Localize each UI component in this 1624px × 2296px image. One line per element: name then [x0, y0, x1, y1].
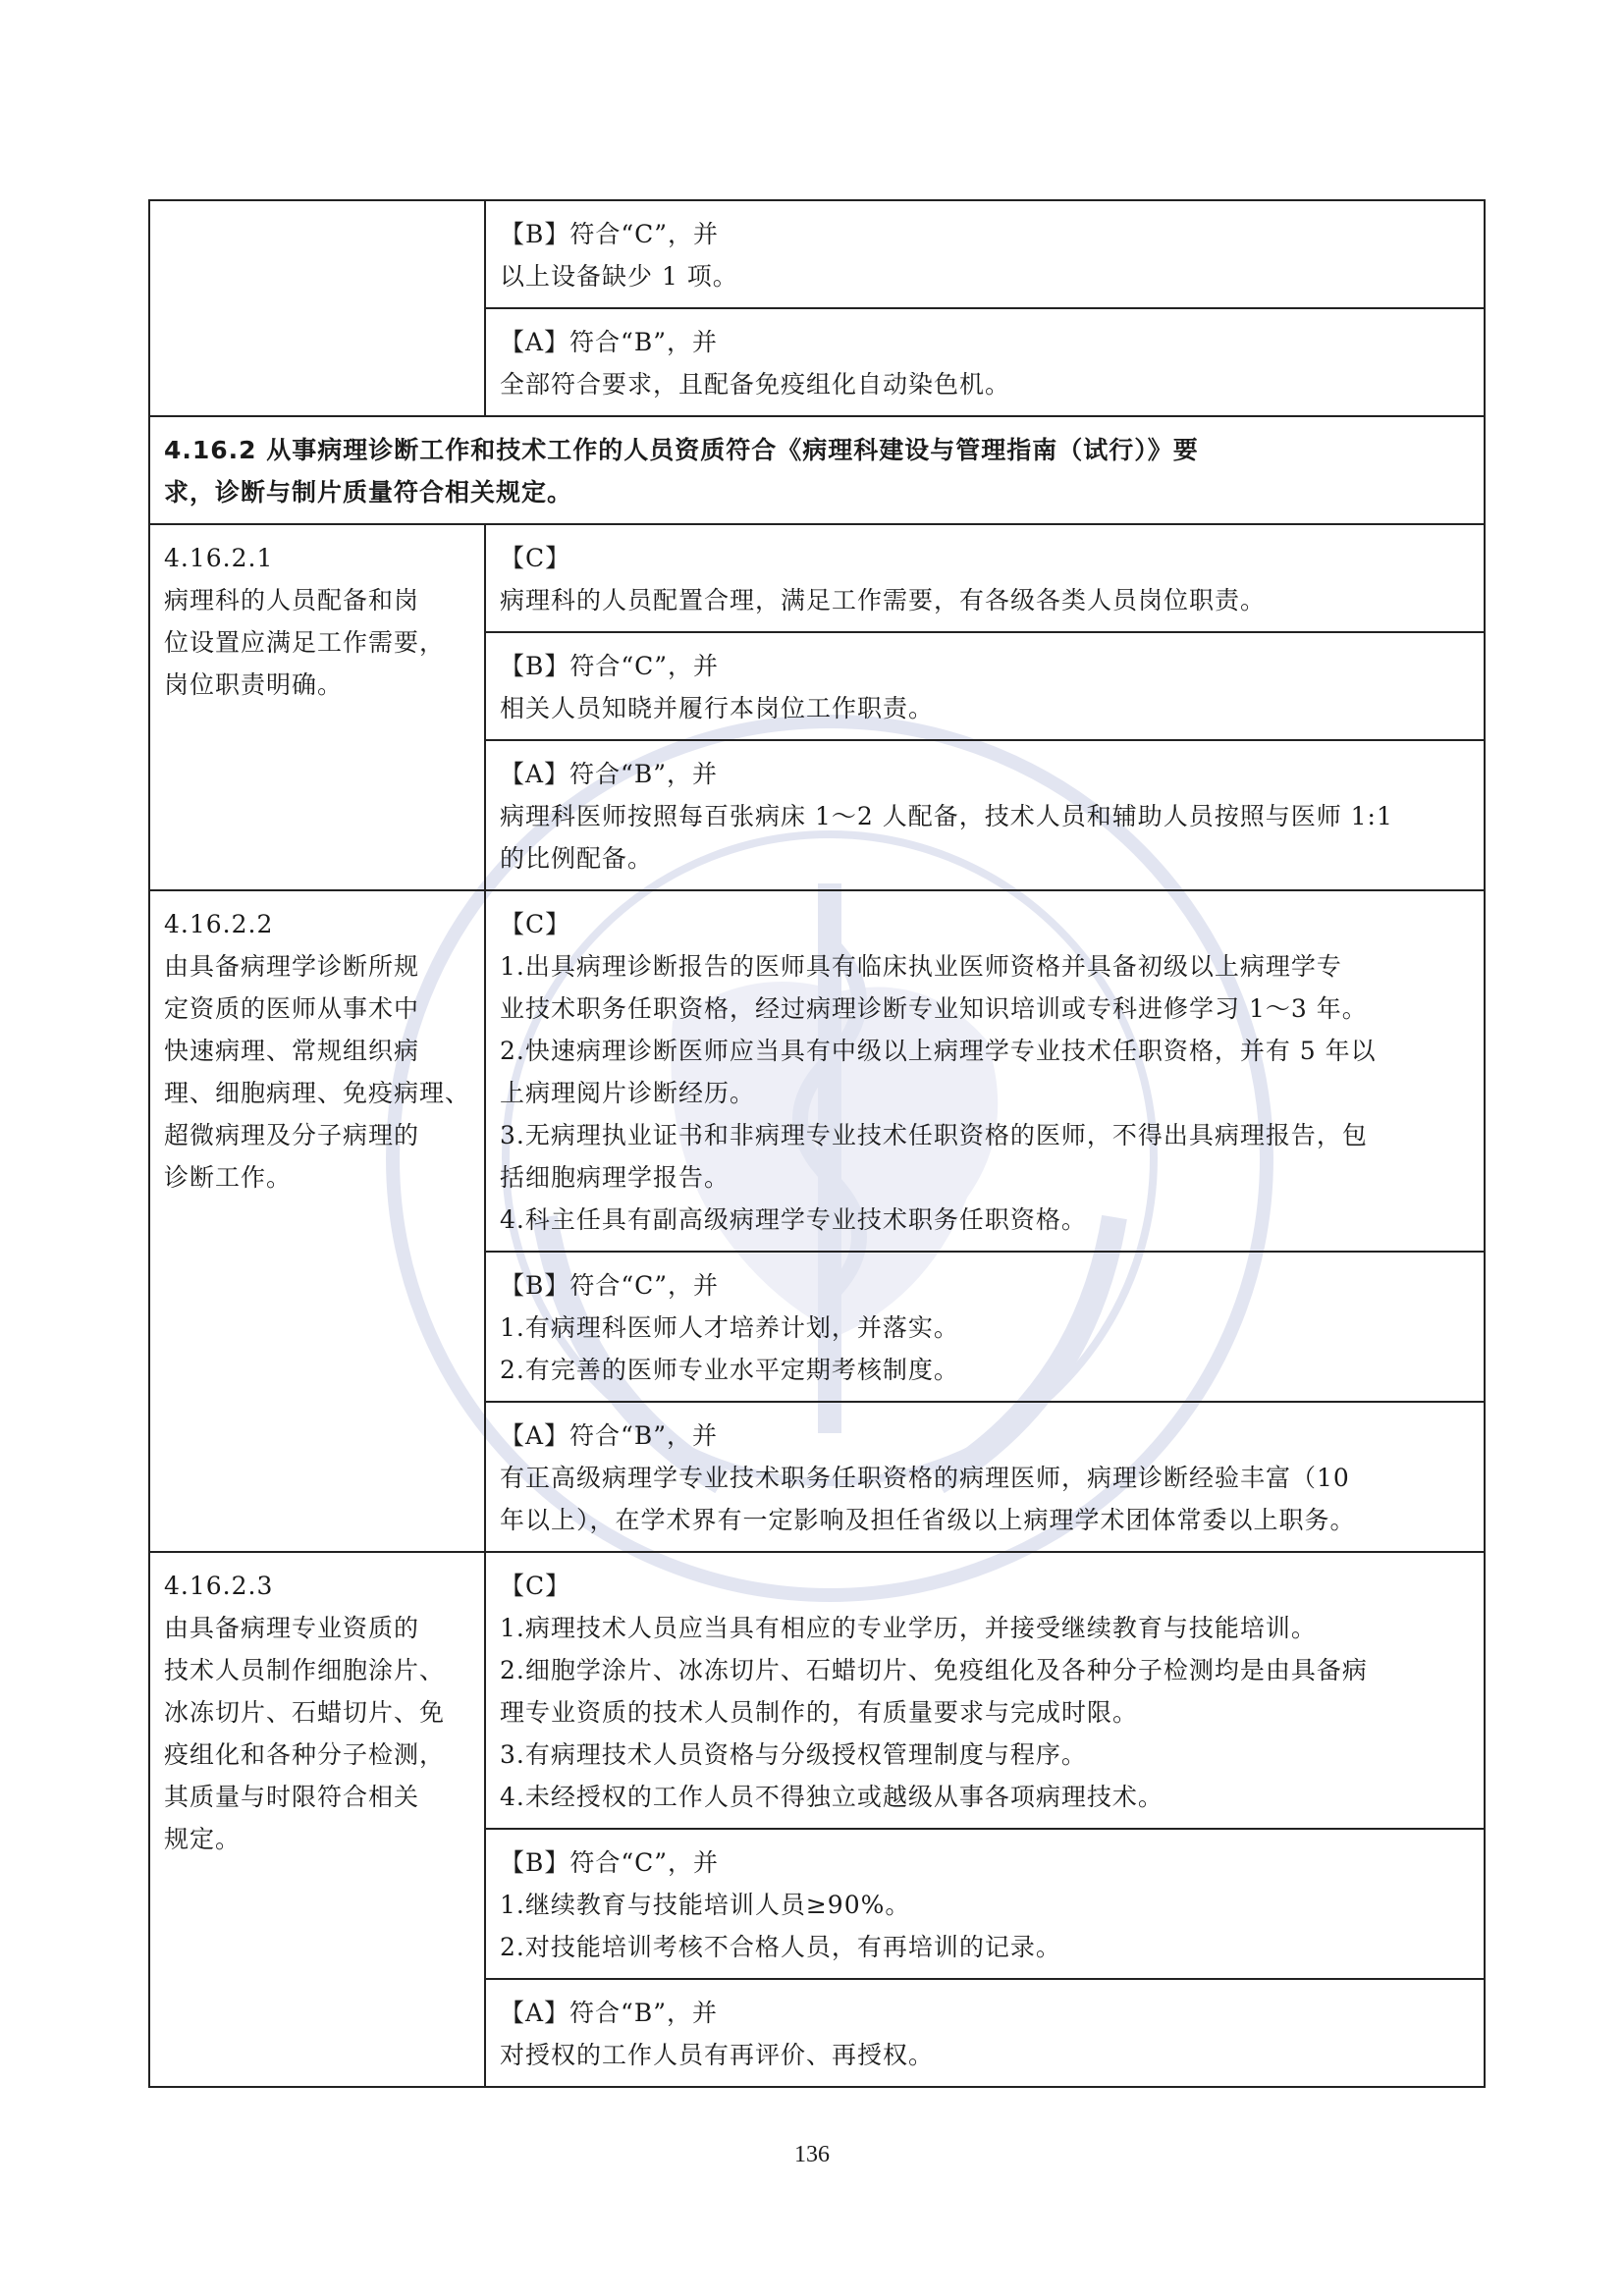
item-desc-line: 规定。 — [164, 1825, 242, 1853]
grade-c-label: 【C】 — [500, 544, 571, 572]
grade-a-line: 年以上），在学术界有一定影响及担任省级以上病理学术团体常委以上职务。 — [500, 1506, 1356, 1534]
grade-a-line: 病理科医师按照每百张病床 1～2 人配备，技术人员和辅助人员按照与医师 1:1 — [500, 802, 1393, 830]
item-desc-line: 快速病理、常规组织病 — [164, 1037, 420, 1065]
item-code: 4.16.2.2 — [164, 910, 274, 938]
item-desc-line: 诊断工作。 — [164, 1163, 293, 1192]
criteria-cell-b — [485, 1252, 1485, 1402]
grade-c-line: 1.病理技术人员应当具有相应的专业学历，并接受继续教育与技能培训。 — [500, 1614, 1317, 1642]
criteria-cell-a — [485, 740, 1485, 890]
table-row — [149, 890, 1485, 1252]
grade-a-label: 【A】符合“B”，并 — [500, 1421, 718, 1450]
grade-a-line: 有正高级病理学专业技术职务任职资格的病理医师，病理诊断经验丰富（10 — [500, 1464, 1350, 1492]
item-desc-line: 其质量与时限符合相关 — [164, 1783, 420, 1811]
empty-left-cell — [149, 200, 485, 416]
section-heading — [149, 416, 1485, 524]
grade-c-line: 理专业资质的技术人员制作的，有质量要求与完成时限。 — [500, 1698, 1139, 1727]
grade-b-line: 1.继续教育与技能培训人员≥90%。 — [500, 1891, 911, 1919]
grade-a-line: 对授权的工作人员有再评价、再授权。 — [500, 2041, 935, 2069]
grade-c-line: 括细胞病理学报告。 — [500, 1163, 731, 1192]
section-heading-line: 求，诊断与制片质量符合相关规定。 — [164, 478, 573, 507]
grade-c-line: 业技术职务任职资格，经过病理诊断专业知识培训或专科进修学习 1～3 年。 — [500, 994, 1368, 1023]
item-desc-line: 定资质的医师从事术中 — [164, 994, 420, 1023]
section-heading-line: 4.16.2 从事病理诊断工作和技术工作的人员资质符合《病理科建设与管理指南（试行）》要 — [164, 436, 1199, 464]
item-desc-line: 病理科的人员配备和岗 — [164, 586, 420, 614]
item-desc-line: 疫组化和各种分子检测， — [164, 1740, 446, 1769]
grade-c-line: 上病理阅片诊断经历。 — [500, 1079, 756, 1107]
criteria-cell-b — [485, 200, 1485, 308]
criteria-cell-c — [485, 890, 1485, 1252]
item-desc-line: 由具备病理学诊断所规 — [164, 952, 420, 981]
grade-a-line: 的比例配备。 — [500, 844, 654, 873]
section-heading-row — [149, 416, 1485, 524]
criteria-cell-a — [485, 308, 1485, 416]
grade-b-line: 2.对技能培训考核不合格人员，有再培训的记录。 — [500, 1933, 1061, 1961]
criteria-cell-a — [485, 1979, 1485, 2087]
item-description-cell — [149, 524, 485, 890]
grade-c-line: 3.无病理执业证书和非病理专业技术任职资格的医师，不得出具病理报告，包 — [500, 1121, 1368, 1149]
grade-c-line: 2.细胞学涂片、冰冻切片、石蜡切片、免疫组化及各种分子检测均是由具备病 — [500, 1656, 1368, 1684]
grade-b-label: 【B】符合“C”，并 — [500, 652, 720, 680]
grade-a-label: 【A】符合“B”，并 — [500, 328, 718, 356]
item-desc-line: 位设置应满足工作需要， — [164, 628, 446, 657]
grade-b-text: 以上设备缺少 1 项。 — [500, 262, 738, 291]
item-description-cell — [149, 890, 485, 1552]
page-number: 136 — [794, 2142, 830, 2167]
item-desc-line: 岗位职责明确。 — [164, 670, 344, 699]
grade-a-label: 【A】符合“B”，并 — [500, 760, 718, 788]
grade-c-line: 病理科的人员配置合理，满足工作需要，有各级各类人员岗位职责。 — [500, 586, 1267, 614]
grade-c-line: 2.快速病理诊断医师应当具有中级以上病理学专业技术任职资格，并有 5 年以 — [500, 1037, 1377, 1065]
table-row — [149, 1552, 1485, 1829]
grade-c-line: 4.未经授权的工作人员不得独立或越级从事各项病理技术。 — [500, 1783, 1164, 1811]
grade-b-line: 相关人员知晓并履行本岗位工作职责。 — [500, 694, 935, 722]
grade-c-line: 3.有病理技术人员资格与分级授权管理制度与程序。 — [500, 1740, 1087, 1769]
grade-b-line: 2.有完善的医师专业水平定期考核制度。 — [500, 1356, 959, 1384]
criteria-cell-a — [485, 1402, 1485, 1552]
table-row — [149, 200, 1485, 308]
criteria-cell-c — [485, 524, 1485, 632]
grade-c-label: 【C】 — [500, 1572, 571, 1600]
item-desc-line: 由具备病理专业资质的 — [164, 1614, 420, 1642]
item-description-cell — [149, 1552, 485, 2087]
grade-a-text: 全部符合要求，且配备免疫组化自动染色机。 — [500, 370, 1011, 399]
grade-b-label: 【B】符合“C”，并 — [500, 1848, 720, 1877]
grade-c-label: 【C】 — [500, 910, 571, 938]
criteria-cell-b — [485, 1829, 1485, 1979]
criteria-cell-b — [485, 632, 1485, 740]
item-code: 4.16.2.3 — [164, 1572, 274, 1600]
criteria-cell-c — [485, 1552, 1485, 1829]
grade-a-label: 【A】符合“B”，并 — [500, 1999, 718, 2027]
item-desc-line: 理、细胞病理、免疫病理、 — [164, 1079, 471, 1107]
table-row — [149, 524, 1485, 632]
grade-c-line: 1.出具病理诊断报告的医师具有临床执业医师资格并具备初级以上病理学专 — [500, 952, 1342, 981]
grade-b-line: 1.有病理科医师人才培养计划，并落实。 — [500, 1313, 959, 1342]
item-desc-line: 超微病理及分子病理的 — [164, 1121, 420, 1149]
item-desc-line: 技术人员制作细胞涂片、 — [164, 1656, 446, 1684]
grade-b-label: 【B】符合“C”，并 — [500, 1271, 720, 1300]
item-code: 4.16.2.1 — [164, 544, 274, 572]
standards-table — [148, 199, 1486, 2088]
item-desc-line: 冰冻切片、石蜡切片、免 — [164, 1698, 446, 1727]
grade-b-label: 【B】符合“C”，并 — [500, 220, 720, 248]
grade-c-line: 4.科主任具有副高级病理学专业技术职务任职资格。 — [500, 1205, 1087, 1234]
